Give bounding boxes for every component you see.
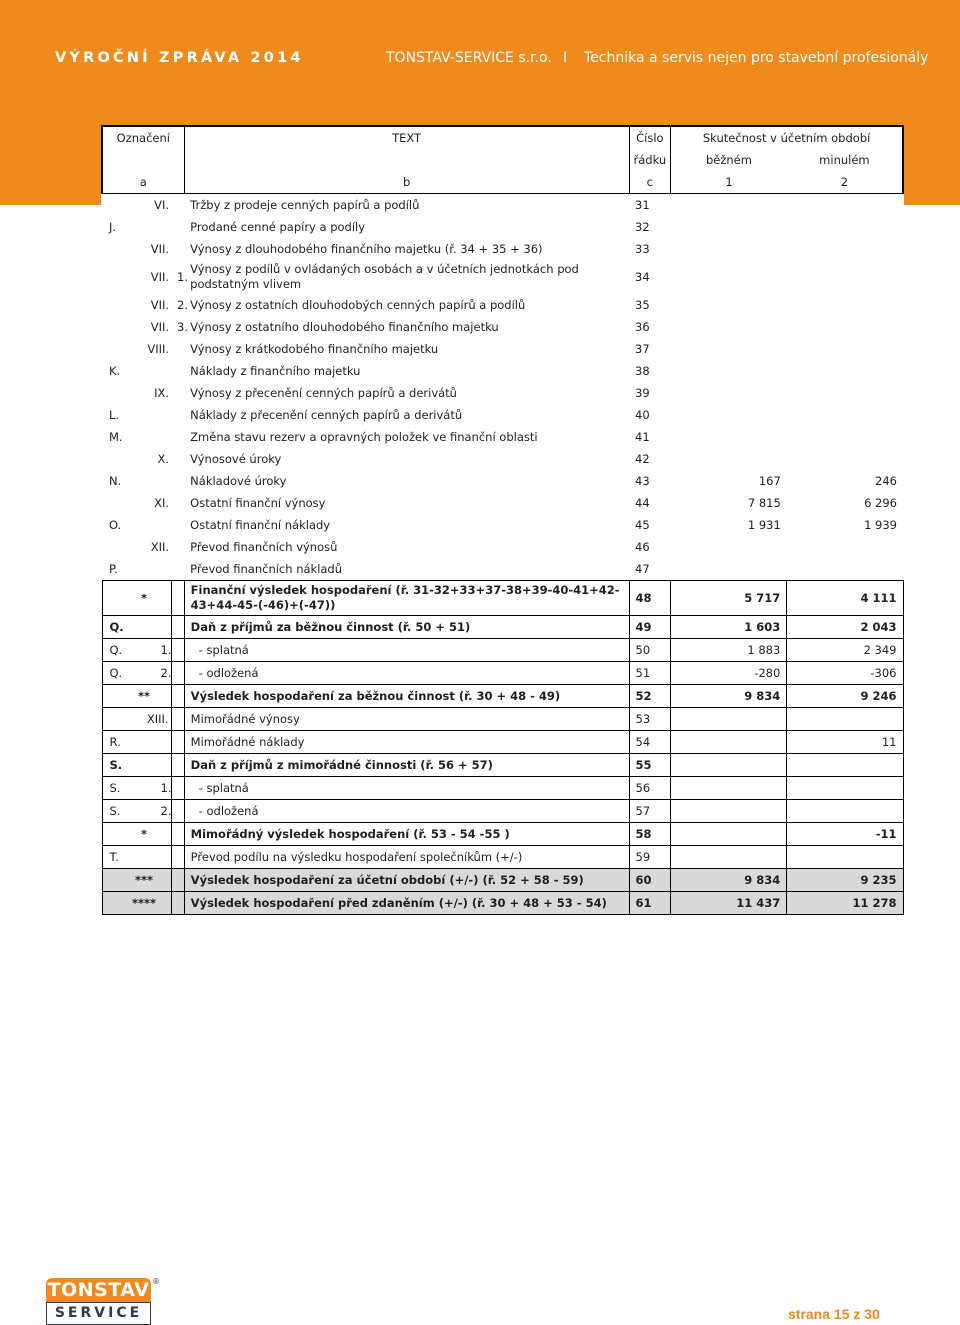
row-value-current xyxy=(671,800,787,823)
row-number: 36 xyxy=(635,320,650,334)
row-text: Mimořádný výsledek hospodaření (ř. 53 - 54 -55 ) xyxy=(184,823,629,846)
row-roman-numeral: VII. xyxy=(150,298,170,312)
header-bezne: běžném xyxy=(671,149,787,171)
row-designation xyxy=(102,338,171,360)
row-text: Výnosové úroky xyxy=(190,451,282,466)
row-text: Mimořádné výnosy xyxy=(184,708,629,731)
row-designation xyxy=(102,558,171,581)
row-value-current: 9 834 xyxy=(671,869,787,892)
row-roman-numeral: X. xyxy=(157,452,170,466)
row-position xyxy=(171,846,184,869)
row-letter: M. xyxy=(109,430,123,444)
row-value-previous: 4 111 xyxy=(787,581,903,616)
row-value-current xyxy=(671,216,787,238)
row-number: 48 xyxy=(629,581,671,616)
row-value-previous xyxy=(787,260,903,294)
row-text: - odložená xyxy=(184,800,629,823)
row-value-previous: 9 246 xyxy=(787,685,903,708)
row-letter: S. xyxy=(109,804,121,818)
row-value-current: 7 815 xyxy=(747,496,781,510)
row-value-current: -280 xyxy=(671,662,787,685)
row-designation xyxy=(102,492,171,514)
row-designation xyxy=(102,731,171,754)
row-letter: T. xyxy=(109,850,119,864)
row-designation xyxy=(102,616,171,639)
row-number: 46 xyxy=(635,540,650,554)
row-value-current xyxy=(671,238,787,260)
row-number: 61 xyxy=(629,892,671,915)
table-row xyxy=(102,616,903,639)
row-letter: Q. xyxy=(109,620,124,634)
row-value-previous xyxy=(787,558,903,581)
header-separator: I xyxy=(563,50,568,66)
row-designation xyxy=(102,426,171,448)
row-value-previous: -306 xyxy=(787,662,903,685)
row-number: 45 xyxy=(635,518,650,532)
table-row xyxy=(102,316,903,338)
table-row xyxy=(102,731,903,754)
table-row xyxy=(102,581,903,616)
table-row xyxy=(102,662,903,685)
table-row xyxy=(102,448,903,470)
row-designation xyxy=(102,639,171,662)
row-value-previous xyxy=(787,800,903,823)
row-value-previous xyxy=(787,777,903,800)
row-value-previous xyxy=(787,316,903,338)
row-position xyxy=(171,216,184,238)
header-minule: minulém xyxy=(787,149,903,171)
row-designation xyxy=(102,514,171,536)
row-number: 34 xyxy=(635,270,650,284)
row-letter: J. xyxy=(109,220,117,234)
table-header-row-3 xyxy=(102,171,903,194)
header-col-a: a xyxy=(102,171,184,194)
row-designation xyxy=(102,294,171,316)
row-text: Výsledek hospodaření před zdaněním (+/-) (ř. 30 + 48 + 53 - 54) xyxy=(184,892,629,915)
logo-bottom-text: SERVICE xyxy=(46,1302,151,1325)
logo-top-text: TONSTAV xyxy=(47,1279,150,1301)
row-number: 47 xyxy=(635,562,650,576)
row-text: Daň z příjmů za běžnou činnost (ř. 50 + 51) xyxy=(184,616,629,639)
row-value-previous xyxy=(787,536,903,558)
header-empty xyxy=(102,149,184,171)
row-designation xyxy=(102,662,171,685)
header-col-1: 1 xyxy=(671,171,787,194)
row-position xyxy=(171,708,184,731)
row-value-previous xyxy=(787,708,903,731)
row-roman-numeral: 2. xyxy=(160,666,172,680)
table-row xyxy=(102,708,903,731)
table-row xyxy=(102,382,903,404)
header-oznaceni: Označení xyxy=(102,126,184,149)
row-value-previous: 2 043 xyxy=(787,616,903,639)
row-value-current xyxy=(671,731,787,754)
row-position xyxy=(171,662,184,685)
registered-mark: ® xyxy=(152,1277,160,1286)
row-roman-numeral: * xyxy=(140,827,147,841)
row-roman-numeral: VI. xyxy=(154,198,170,212)
row-letter: O. xyxy=(109,518,122,532)
row-text: Nákladové úroky xyxy=(190,473,287,488)
table-row xyxy=(102,869,903,892)
row-value-previous: 1 939 xyxy=(864,518,897,532)
row-position xyxy=(171,731,184,754)
row-value-current xyxy=(671,708,787,731)
table-row xyxy=(102,800,903,823)
row-value-current xyxy=(671,316,787,338)
row-number: 41 xyxy=(635,430,650,444)
row-text: Ostatní finanční náklady xyxy=(190,517,331,532)
row-roman-numeral: VII. xyxy=(150,270,170,284)
row-number: 57 xyxy=(629,800,671,823)
row-position xyxy=(171,536,184,558)
row-position: 1. xyxy=(177,270,189,284)
row-number: 40 xyxy=(635,408,650,422)
table-row xyxy=(102,470,903,492)
row-value-previous xyxy=(787,294,903,316)
row-value-current xyxy=(671,360,787,382)
row-text: Prodané cenné papíry a podíly xyxy=(190,219,366,234)
row-designation xyxy=(102,869,171,892)
row-roman-numeral: XII. xyxy=(150,540,170,554)
row-value-current xyxy=(671,536,787,558)
row-roman-numeral: 1. xyxy=(160,643,172,657)
tonstav-service-logo xyxy=(46,1278,151,1324)
row-text: Výnosy z ostatních dlouhodobých cenných papírů a podílů xyxy=(190,297,526,312)
row-roman-numeral: XI. xyxy=(154,496,170,510)
header-col-c: c xyxy=(629,171,671,194)
row-value-previous: 6 296 xyxy=(864,496,897,510)
row-designation xyxy=(102,708,171,731)
row-value-previous: 11 278 xyxy=(787,892,903,915)
table-row xyxy=(102,492,903,514)
row-value-current xyxy=(671,194,787,217)
header-text-line xyxy=(0,50,960,72)
row-number: 32 xyxy=(635,220,650,234)
row-text: Změna stavu rezerv a opravných položek ve finanční oblasti xyxy=(190,429,538,444)
row-value-current: 167 xyxy=(758,474,781,488)
row-roman-numeral: VIII. xyxy=(147,342,170,356)
row-position xyxy=(171,558,184,581)
row-position xyxy=(171,338,184,360)
table-row xyxy=(102,294,903,316)
row-letter: Q. xyxy=(109,643,123,657)
row-position xyxy=(171,404,184,426)
row-value-previous xyxy=(787,448,903,470)
row-designation xyxy=(102,382,171,404)
row-letter: K. xyxy=(109,364,121,378)
row-number: 51 xyxy=(629,662,671,685)
row-designation xyxy=(102,216,171,238)
header-cislo: Číslo xyxy=(629,126,671,149)
row-letter: S. xyxy=(109,758,123,772)
table-row xyxy=(102,823,903,846)
row-number: 58 xyxy=(629,823,671,846)
row-value-previous: 246 xyxy=(875,474,897,488)
row-position xyxy=(171,470,184,492)
row-text: Mimořádné náklady xyxy=(184,731,629,754)
row-value-current xyxy=(671,426,787,448)
row-designation xyxy=(102,260,171,294)
row-value-previous xyxy=(787,216,903,238)
row-value-current xyxy=(671,338,787,360)
table-row xyxy=(102,426,903,448)
row-text: Náklady z finančního majetku xyxy=(190,363,361,378)
row-value-previous xyxy=(787,238,903,260)
row-designation xyxy=(102,800,171,823)
row-roman-numeral: *** xyxy=(134,873,154,887)
company-name: TONSTAV-SERVICE s.r.o. xyxy=(386,50,552,66)
table-row xyxy=(102,194,903,217)
header-radku: řádku xyxy=(629,149,671,171)
row-letter: N. xyxy=(109,474,122,488)
row-position: 2. xyxy=(177,298,189,312)
row-text: Ostatní finanční výnosy xyxy=(190,495,326,510)
row-text: Převod finančních nákladů xyxy=(190,561,343,576)
row-designation xyxy=(102,404,171,426)
row-value-previous: 9 235 xyxy=(787,869,903,892)
row-position xyxy=(171,382,184,404)
row-value-previous xyxy=(787,846,903,869)
row-position xyxy=(171,616,184,639)
row-designation xyxy=(102,360,171,382)
row-roman-numeral: * xyxy=(140,591,147,605)
page-number: strana 15 z 30 xyxy=(788,1306,880,1322)
row-roman-numeral: 2. xyxy=(160,804,172,818)
income-statement-table xyxy=(101,125,904,915)
table-row xyxy=(102,536,903,558)
row-designation xyxy=(102,194,171,217)
row-roman-numeral: IX. xyxy=(154,386,170,400)
row-position xyxy=(171,800,184,823)
row-value-current xyxy=(671,294,787,316)
row-value-previous xyxy=(787,754,903,777)
table-row xyxy=(102,338,903,360)
header-text: TEXT xyxy=(184,126,629,149)
row-number: 54 xyxy=(629,731,671,754)
row-value-current: 9 834 xyxy=(671,685,787,708)
row-number: 53 xyxy=(629,708,671,731)
row-roman-numeral: XIII. xyxy=(146,712,169,726)
row-designation xyxy=(102,448,171,470)
row-designation xyxy=(102,685,171,708)
row-value-previous xyxy=(787,194,903,217)
row-position xyxy=(171,194,184,217)
row-text: Daň z příjmů z mimořádné činnosti (ř. 56 + 57) xyxy=(184,754,629,777)
row-text: Výnosy z podílů v ovládaných osobách a v účetních jednotkách pod podstatným vlivem xyxy=(190,262,579,291)
row-number: 59 xyxy=(629,846,671,869)
table-row xyxy=(102,777,903,800)
table-row xyxy=(102,404,903,426)
row-number: 31 xyxy=(635,198,650,212)
header-col-b: b xyxy=(184,171,629,194)
table-row xyxy=(102,754,903,777)
row-position xyxy=(171,360,184,382)
row-number: 56 xyxy=(629,777,671,800)
table-header-row-1 xyxy=(102,126,903,149)
row-letter: S. xyxy=(109,781,121,795)
row-text: Náklady z přecenění cenných papírů a derivátů xyxy=(190,407,463,422)
row-number: 50 xyxy=(629,639,671,662)
row-value-current xyxy=(671,558,787,581)
row-position xyxy=(171,492,184,514)
report-title: VÝROČNÍ ZPRÁVA 2014 xyxy=(55,50,304,66)
row-number: 39 xyxy=(635,386,650,400)
table-row xyxy=(102,514,903,536)
row-value-current: 11 437 xyxy=(671,892,787,915)
row-designation xyxy=(102,754,171,777)
row-designation xyxy=(102,536,171,558)
row-value-current xyxy=(671,846,787,869)
row-number: 49 xyxy=(629,616,671,639)
row-value-previous xyxy=(787,426,903,448)
header-skutecnost: Skutečnost v účetním období xyxy=(671,126,903,149)
row-roman-numeral: 1. xyxy=(160,781,172,795)
header-col-2: 2 xyxy=(787,171,903,194)
row-value-previous: 11 xyxy=(787,731,903,754)
row-value-previous xyxy=(787,338,903,360)
row-number: 52 xyxy=(629,685,671,708)
row-roman-numeral: VII. xyxy=(150,320,170,334)
row-number: 44 xyxy=(635,496,650,510)
company-tagline: Technika a servis nejen pro stavební profesionály xyxy=(584,50,929,66)
row-position xyxy=(171,639,184,662)
row-value-current: 5 717 xyxy=(671,581,787,616)
row-position xyxy=(171,238,184,260)
table-row xyxy=(102,360,903,382)
table-row xyxy=(102,260,903,294)
row-position: 3. xyxy=(177,320,189,334)
row-text: Převod finančních výnosů xyxy=(190,539,338,554)
table-row xyxy=(102,892,903,915)
row-position xyxy=(171,448,184,470)
row-number: 60 xyxy=(629,869,671,892)
row-value-previous xyxy=(787,404,903,426)
row-number: 55 xyxy=(629,754,671,777)
row-value-current: 1 883 xyxy=(671,639,787,662)
row-position xyxy=(171,754,184,777)
row-value-previous: -11 xyxy=(787,823,903,846)
row-value-current: 1 603 xyxy=(671,616,787,639)
row-number: 37 xyxy=(635,342,650,356)
row-value-current xyxy=(671,382,787,404)
row-value-current xyxy=(671,260,787,294)
table-body xyxy=(102,126,903,915)
row-value-previous: 2 349 xyxy=(787,639,903,662)
row-roman-numeral: VII. xyxy=(150,242,170,256)
row-position xyxy=(171,777,184,800)
row-value-previous xyxy=(787,360,903,382)
row-text: Převod podílu na výsledku hospodaření společníkům (+/-) xyxy=(184,846,629,869)
row-position xyxy=(171,514,184,536)
row-value-previous xyxy=(787,382,903,404)
row-number: 43 xyxy=(635,474,650,488)
table-row xyxy=(102,846,903,869)
row-letter: L. xyxy=(109,408,120,422)
table-row xyxy=(102,238,903,260)
table-row xyxy=(102,558,903,581)
row-letter: R. xyxy=(109,735,121,749)
row-number: 35 xyxy=(635,298,650,312)
row-letter: P. xyxy=(109,562,118,576)
row-designation xyxy=(102,892,171,915)
table-row xyxy=(102,639,903,662)
row-value-current xyxy=(671,823,787,846)
row-designation xyxy=(102,823,171,846)
row-value-current xyxy=(671,777,787,800)
row-text: Výnosy z přecenění cenných papírů a derivátů xyxy=(190,385,457,400)
row-designation xyxy=(102,316,171,338)
row-text: Výsledek hospodaření za účetní období (+/-) (ř. 52 + 58 - 59) xyxy=(184,869,629,892)
row-roman-numeral: **** xyxy=(131,896,157,910)
row-roman-numeral: ** xyxy=(137,689,151,703)
row-position xyxy=(171,426,184,448)
row-text: Výsledek hospodaření za běžnou činnost (ř. 30 + 48 - 49) xyxy=(184,685,629,708)
row-designation xyxy=(102,846,171,869)
row-designation xyxy=(102,777,171,800)
row-value-current xyxy=(671,754,787,777)
row-designation xyxy=(102,581,171,616)
row-value-current xyxy=(671,448,787,470)
header-empty xyxy=(184,149,629,171)
row-number: 38 xyxy=(635,364,650,378)
row-text: Výnosy z krátkodobého finančního majetku xyxy=(190,341,439,356)
table-row xyxy=(102,685,903,708)
row-text: Tržby z prodeje cenných papírů a podílů xyxy=(190,197,420,212)
row-text: Finanční výsledek hospodaření (ř. 31-32+33+37-38+39-40-41+42-43+44-45-(-46)+(-47)) xyxy=(184,581,629,616)
row-letter: Q. xyxy=(109,666,123,680)
row-designation xyxy=(102,238,171,260)
row-number: 42 xyxy=(635,452,650,466)
row-value-current: 1 931 xyxy=(747,518,781,532)
row-text: - splatná xyxy=(184,777,629,800)
row-text: Výnosy z ostatního dlouhodobého finančního majetku xyxy=(190,319,499,334)
table-header-row-2 xyxy=(102,149,903,171)
table-row xyxy=(102,216,903,238)
row-number: 33 xyxy=(635,242,650,256)
row-text: - splatná xyxy=(184,639,629,662)
row-text: Výnosy z dlouhodobého finančního majetku (ř. 34 + 35 + 36) xyxy=(190,241,543,256)
row-text: - odložená xyxy=(184,662,629,685)
row-value-current xyxy=(671,404,787,426)
row-designation xyxy=(102,470,171,492)
